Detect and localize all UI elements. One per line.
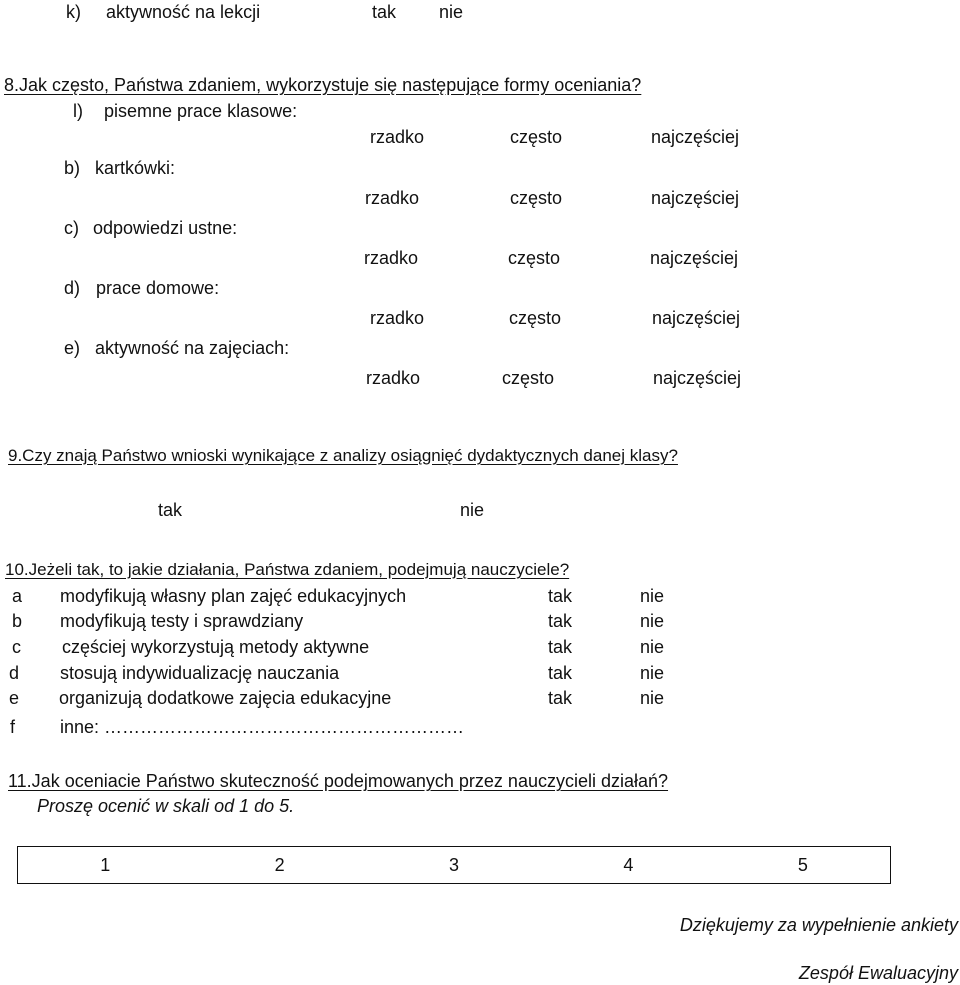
rating-option-4[interactable]: 4 <box>623 854 634 875</box>
q8-item-label: l) <box>73 101 83 121</box>
signature: Zespół Ewaluacyjny <box>798 963 958 983</box>
q9-title: 9.Czy znają Państwo wnioski wynikające z analizy osiągnięć dydaktycznych danej klasy? <box>8 446 678 465</box>
item-k-label: k) <box>66 2 81 22</box>
q8-item-text: kartkówki: <box>95 158 176 178</box>
q10-item-letter: c <box>12 637 21 657</box>
item-k-text: aktywność na lekcji <box>106 2 261 22</box>
q8-option-rzadko[interactable]: rzadko <box>370 127 425 147</box>
q10-other-letter: f <box>10 717 16 737</box>
q8-item-text: aktywność na zajęciach: <box>95 338 290 358</box>
q10-item-yes[interactable]: tak <box>548 688 573 708</box>
rating-option-1[interactable]: 1 <box>100 854 111 875</box>
q8-option-najczesciej[interactable]: najczęściej <box>652 308 741 328</box>
q10-item-letter: d <box>9 663 20 683</box>
q10-item-no[interactable]: nie <box>640 663 665 683</box>
q10-item-yes[interactable]: tak <box>548 611 573 631</box>
q8-option-najczesciej[interactable]: najczęściej <box>651 127 740 147</box>
q11-title: 11.Jak oceniacie Państwo skuteczność podejmowanych przez nauczycieli działań? <box>8 771 669 791</box>
q8-option-czesto[interactable]: często <box>509 308 562 328</box>
q10-item-no[interactable]: nie <box>640 586 665 606</box>
q10-item-yes[interactable]: tak <box>548 663 573 683</box>
q8-option-czesto[interactable]: często <box>502 368 555 388</box>
q8-option-rzadko[interactable]: rzadko <box>366 368 421 388</box>
q10-item-yes[interactable]: tak <box>548 637 573 657</box>
q10-item-no[interactable]: nie <box>640 688 665 708</box>
q10-other-field[interactable]: inne: …………………………………………………… <box>60 717 465 737</box>
q8-option-czesto[interactable]: często <box>510 127 563 147</box>
q8-option-najczesciej[interactable]: najczęściej <box>653 368 742 388</box>
rating-option-5[interactable]: 5 <box>797 854 808 875</box>
q8-option-czesto[interactable]: często <box>508 248 561 268</box>
q10-item-no[interactable]: nie <box>640 637 665 657</box>
q8-option-czesto[interactable]: często <box>510 188 563 208</box>
q10-item-text: modyfikują testy i sprawdziany <box>60 611 304 631</box>
item-k-no[interactable]: nie <box>439 2 464 22</box>
item-k-yes[interactable]: tak <box>372 2 397 22</box>
q10-item-text: częściej wykorzystują metody aktywne <box>62 637 370 657</box>
q8-item-text: odpowiedzi ustne: <box>93 218 238 238</box>
q10-item-text: organizują dodatkowe zajęcia edukacyjne <box>59 688 392 708</box>
q8-item-label: c) <box>64 218 79 238</box>
q10-item-letter: e <box>9 688 20 708</box>
q8-item-text: pisemne prace klasowe: <box>104 101 298 121</box>
q10-item-text: stosują indywidualizację nauczania <box>60 663 340 683</box>
q8-item-label: b) <box>64 158 81 178</box>
thanks-message: Dziękujemy za wypełnienie ankiety <box>679 915 958 935</box>
q8-option-najczesciej[interactable]: najczęściej <box>650 248 739 268</box>
q10-item-letter: a <box>12 586 23 606</box>
q11-instruction: Proszę ocenić w skali od 1 do 5. <box>37 796 295 816</box>
q10-item-no[interactable]: nie <box>640 611 665 631</box>
q8-option-rzadko[interactable]: rzadko <box>370 308 425 328</box>
q8-item-text: prace domowe: <box>96 278 220 298</box>
rating-option-3[interactable]: 3 <box>449 854 460 875</box>
q10-item-letter: b <box>12 611 23 631</box>
rating-option-2[interactable]: 2 <box>274 854 285 875</box>
q8-title: 8.Jak często, Państwa zdaniem, wykorzystuje się następujące formy oceniania? <box>4 75 642 95</box>
q10-item-yes[interactable]: tak <box>548 586 573 606</box>
q9-yes[interactable]: tak <box>158 500 183 520</box>
q8-item-label: d) <box>64 278 81 298</box>
q8-option-rzadko[interactable]: rzadko <box>365 188 420 208</box>
q9-no[interactable]: nie <box>460 500 485 520</box>
q8-option-najczesciej[interactable]: najczęściej <box>651 188 740 208</box>
q10-item-text: modyfikują własny plan zajęć edukacyjnych <box>60 586 407 606</box>
q8-option-rzadko[interactable]: rzadko <box>364 248 419 268</box>
q10-title: 10.Jeżeli tak, to jakie działania, Państwa zdaniem, podejmują nauczyciele? <box>5 560 570 579</box>
q8-item-label: e) <box>64 338 81 358</box>
rating-scale <box>17 846 891 884</box>
